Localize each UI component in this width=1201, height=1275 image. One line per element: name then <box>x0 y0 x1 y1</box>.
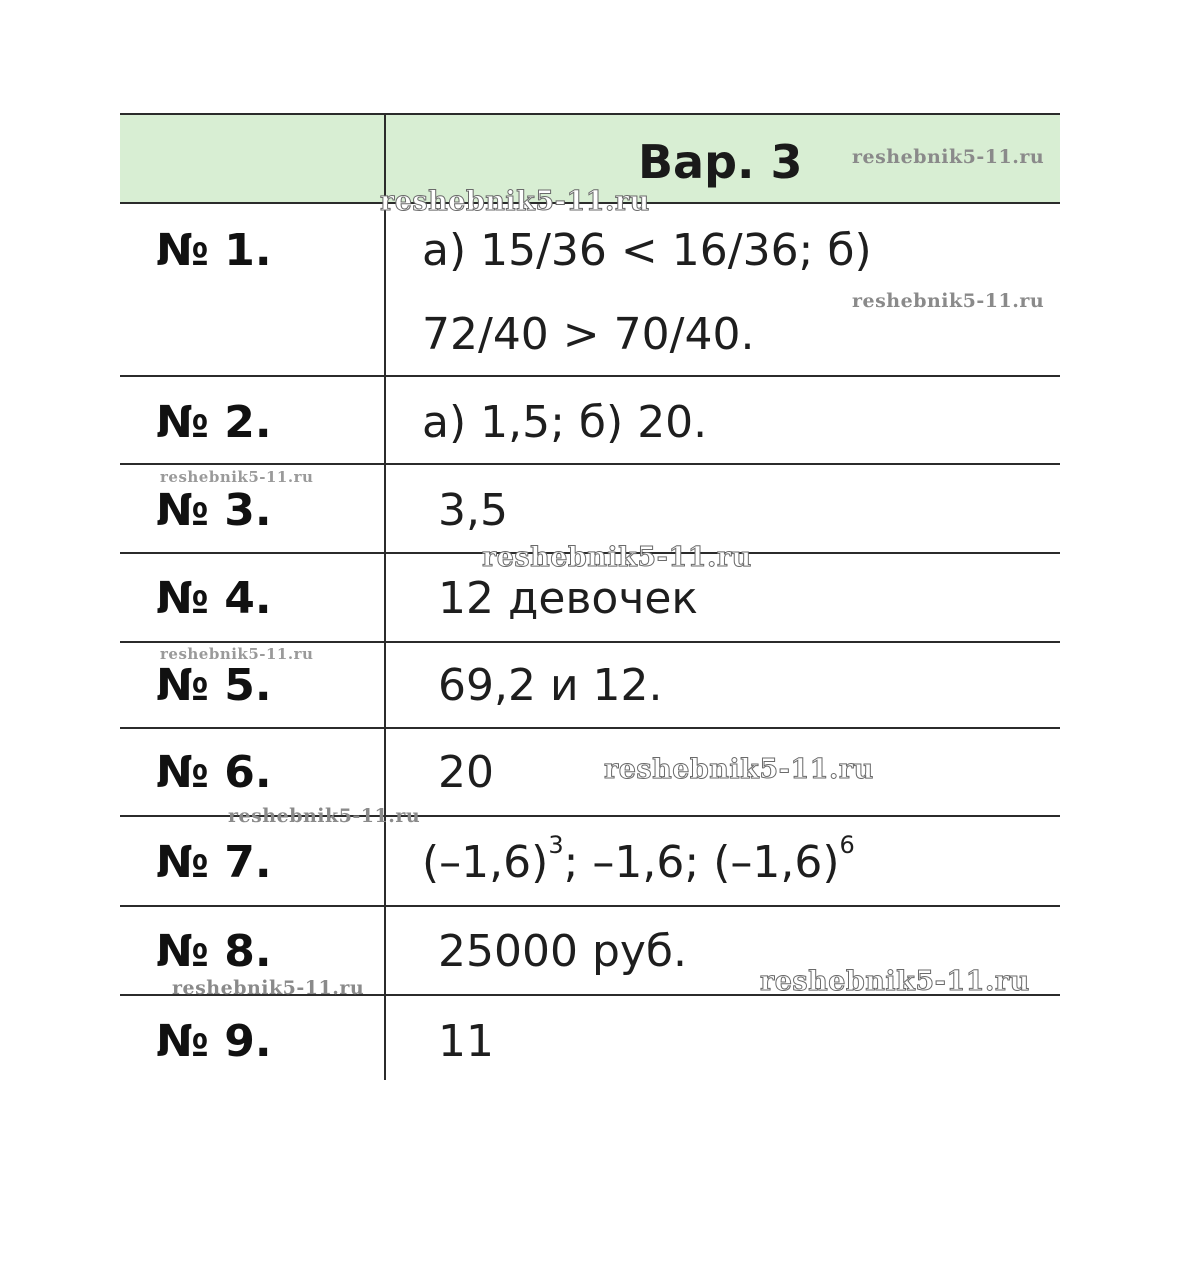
answer-base: ; –1,6; (–1,6) <box>563 837 840 888</box>
problem-number: № 2. <box>156 397 272 448</box>
answer-exponent: 3 <box>548 831 564 860</box>
row-divider <box>120 375 1060 377</box>
answer-text <box>422 831 855 888</box>
variant-title: Вар. 3 <box>638 135 803 189</box>
watermark: reshebnik5-11.ru <box>160 468 314 486</box>
answer-text: 20 <box>438 747 494 798</box>
watermark: reshebnik5-11.ru <box>228 805 421 827</box>
answer-table <box>120 113 1060 1080</box>
problem-number: № 8. <box>156 926 272 977</box>
row-divider <box>120 463 1060 465</box>
watermark: reshebnik5-11.ru <box>760 966 1030 997</box>
row-divider <box>120 905 1060 907</box>
answer-text: 25000 руб. <box>438 926 688 977</box>
answer-text: а) 1,5; б) 20. <box>422 397 708 448</box>
answer-text: 12 девочек <box>438 573 698 624</box>
table-top-border <box>120 113 1060 115</box>
column-divider <box>384 113 386 1080</box>
watermark: reshebnik5-11.ru <box>604 754 874 785</box>
answer-text: 69,2 и 12. <box>438 660 663 711</box>
watermark: reshebnik5-11.ru <box>852 290 1045 312</box>
answer-text: а) 15/36 < 16/36; б) <box>422 225 872 276</box>
row-divider <box>120 727 1060 729</box>
problem-number: № 9. <box>156 1016 272 1067</box>
watermark: reshebnik5-11.ru <box>482 542 752 573</box>
watermark: reshebnik5-11.ru <box>160 645 314 663</box>
watermark: reshebnik5-11.ru <box>380 186 650 217</box>
answer-base: (–1,6) <box>422 837 549 888</box>
answer-exponent: 6 <box>839 831 855 860</box>
problem-number: № 4. <box>156 573 272 624</box>
problem-number: № 5. <box>156 660 272 711</box>
answer-text: 11 <box>438 1016 494 1067</box>
answer-text: 3,5 <box>438 485 508 536</box>
problem-number: № 6. <box>156 747 272 798</box>
watermark: reshebnik5-11.ru <box>172 977 365 999</box>
answer-text: 72/40 > 70/40. <box>422 309 755 360</box>
problem-number: № 3. <box>156 485 272 536</box>
problem-number: № 1. <box>156 225 272 276</box>
problem-number: № 7. <box>156 837 272 888</box>
row-divider <box>120 641 1060 643</box>
watermark: reshebnik5-11.ru <box>852 146 1045 168</box>
